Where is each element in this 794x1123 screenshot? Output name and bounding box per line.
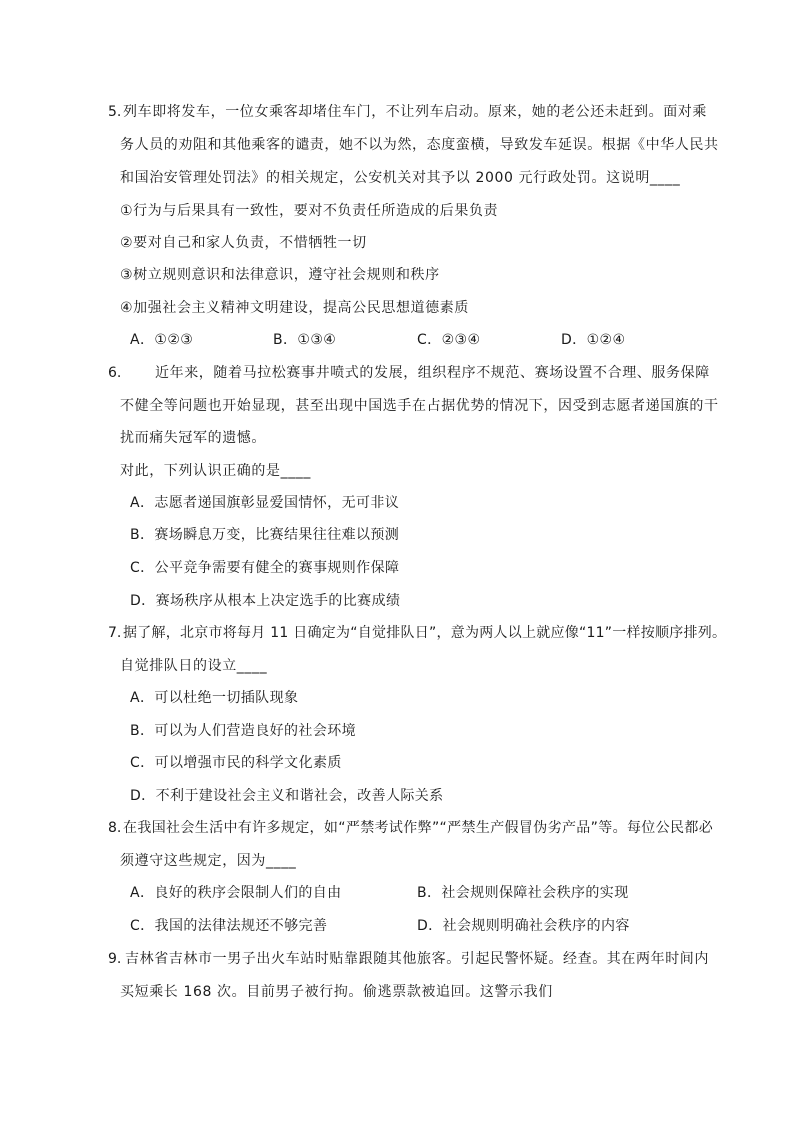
answer-option: D．赛场秩序从根本上决定选手的比赛成绩 (130, 593, 401, 609)
question-stem-line: 和国治安管理处罚法》的相关规定，公安机关对其予以 2000 元行政处罚。这说明____ (120, 170, 681, 186)
answer-option: A．志愿者递国旗彰显爱国情怀，无可非议 (130, 495, 400, 511)
answer-option: C．②③④ (417, 332, 481, 348)
answer-option: A．①②③ (130, 332, 194, 348)
question-stem-line: 对此，下列认识正确的是____ (120, 463, 311, 479)
question-stem-line: 据了解，北京市将每月 11 日确定为“自觉排队日”，意为两人以上就应像“11”一样按顺序排列。 (123, 625, 727, 641)
question-number: 6. (108, 365, 122, 381)
question-stem-line: 列车即将发车，一位女乘客却堵住车门，不让列车启动。原来，她的老公还未赶到。面对乘 (123, 104, 707, 120)
answer-option: B．可以为人们营造良好的社会环境 (130, 723, 357, 739)
answer-option: C．我国的法律法规还不够完善 (130, 918, 328, 934)
statement-item: ③树立规则意识和法律意识，遵守社会规则和秩序 (120, 267, 440, 283)
question-stem-line: 近年来，随着马拉松赛事井喷式的发展，组织程序不规范、赛场设置不合理、服务保障 (155, 365, 710, 381)
question-stem-line: 在我国社会生活中有许多规定，如“严禁考试作弊”“严禁生产假冒伪劣产品”等。每位公民都必 (123, 820, 714, 836)
question-number: 5. (108, 104, 122, 120)
answer-option: B．赛场瞬息万变，比赛结果往往难以预测 (130, 527, 400, 543)
answer-option: A．良好的秩序会限制人们的自由 (130, 885, 342, 901)
statement-item: ②要对自己和家人负责，不惜牺牲一切 (120, 235, 367, 251)
question-stem-line: 不健全等问题也开始显现，甚至出现中国选手在占据优势的情况下，因受到志愿者递国旗的干 (120, 398, 719, 414)
statement-item: ①行为与后果具有一致性，要对不负责任所造成的后果负责 (120, 203, 499, 219)
statement-item: ④加强社会主义精神文明建设，提高公民思想道德素质 (120, 300, 469, 316)
question-number: 7. (108, 625, 122, 641)
answer-option: D．不利于建设社会主义和谐社会，改善人际关系 (130, 788, 444, 804)
answer-option: C．公平竞争需要有健全的赛事规则作保障 (130, 560, 400, 576)
answer-option: C．可以增强市民的科学文化素质 (130, 755, 342, 771)
question-stem-line: 扰而痛失冠军的遗憾。 (120, 430, 266, 446)
question-stem-line: 吉林省吉林市一男子出火车站时贴靠跟随其他旅客。引起民警怀疑。经查。其在两年时间内 (125, 951, 709, 967)
question-stem-line: 务人员的劝阻和其他乘客的谴责，她不以为然，态度蛮横，导致发车延误。根据《中华人民共 (120, 137, 719, 153)
question-stem-line: 须遵守这些规定，因为____ (120, 853, 297, 869)
answer-option: B．社会规则保障社会秩序的实现 (417, 885, 629, 901)
question-stem-line: 买短乘长 168 次。目前男子被行拘。偷逃票款被追回。这警示我们 (120, 984, 553, 1000)
answer-option: B．①③④ (273, 332, 337, 348)
answer-option: D．社会规则明确社会秩序的内容 (417, 918, 630, 934)
question-stem-line: 自觉排队日的设立____ (120, 658, 268, 674)
question-number: 9. (108, 951, 122, 967)
question-number: 8. (108, 820, 122, 836)
answer-option: A．可以杜绝一切插队现象 (130, 690, 299, 706)
answer-option: D．①②④ (561, 332, 626, 348)
